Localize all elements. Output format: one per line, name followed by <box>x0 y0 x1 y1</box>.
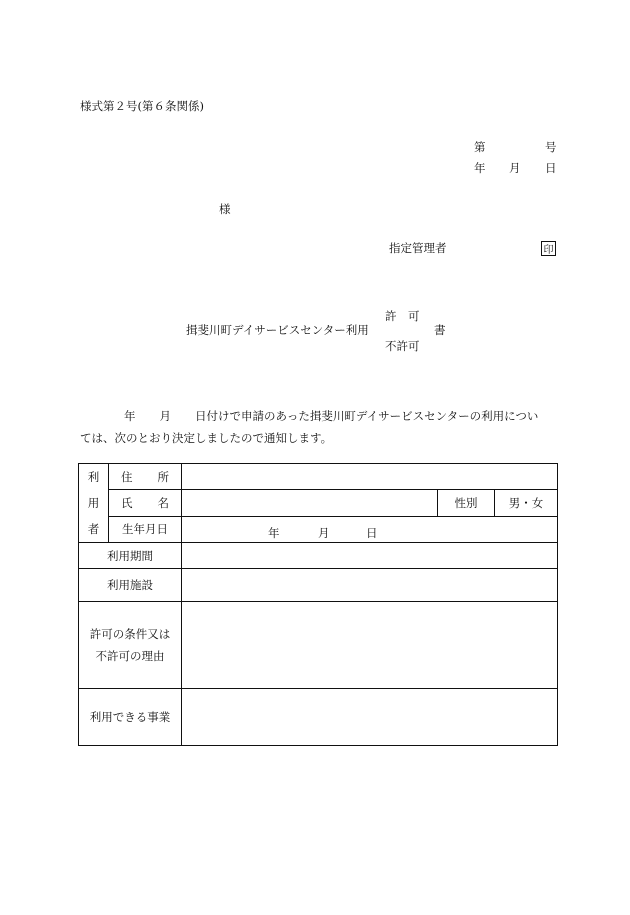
dob-month-unit: 月 <box>318 525 330 540</box>
title-permit: 許 可 <box>385 309 420 323</box>
facility-field[interactable] <box>182 569 558 602</box>
notice-body <box>80 405 558 449</box>
user-group-label: 利 用 者 <box>79 464 109 543</box>
name-field[interactable] <box>182 490 438 516</box>
address-label: 住 所 <box>109 464 182 490</box>
permit-form-table <box>78 463 558 746</box>
date-month: 月 <box>509 161 521 175</box>
row-period <box>79 543 558 569</box>
reference-go: 号 <box>545 140 557 154</box>
title-main: 揖斐川町デイサービスセンター利用 <box>186 323 369 337</box>
title-non-permit: 不許可 <box>385 339 420 353</box>
issuer-title: 指定管理者 <box>389 241 447 255</box>
row-dob <box>79 516 558 542</box>
form-number-title: 様式第２号(第６条関係) <box>80 99 204 113</box>
facility-label: 利用施設 <box>79 569 182 602</box>
reference-dai: 第 <box>474 140 486 154</box>
services-label: 利用できる事業 <box>79 689 182 746</box>
row-address <box>79 464 558 490</box>
services-field[interactable] <box>182 689 558 746</box>
period-field[interactable] <box>182 543 558 569</box>
title-suffix: 書 <box>434 323 446 337</box>
notice-line-2: ては、次のとおり決定しましたので通知します。 <box>80 431 333 445</box>
notice-text-1: 日付けで申請のあった揖斐川町デイサービスセンターの利用につい <box>195 409 539 423</box>
gender-value[interactable]: 男・女 <box>495 490 558 516</box>
notice-year: 年 <box>124 409 136 423</box>
dob-field[interactable] <box>182 516 558 542</box>
notice-month: 月 <box>159 409 171 423</box>
row-services <box>79 689 558 746</box>
conditions-label: 許可の条件又は 不許可の理由 <box>79 602 182 689</box>
gender-label: 性別 <box>438 490 495 516</box>
date-year: 年 <box>474 161 486 175</box>
period-label: 利用期間 <box>79 543 182 569</box>
date-day: 日 <box>545 161 557 175</box>
notice-line-1 <box>80 405 558 427</box>
row-facility <box>79 569 558 602</box>
dob-day-unit: 日 <box>366 525 378 540</box>
conditions-field[interactable] <box>182 602 558 689</box>
row-conditions <box>79 602 558 689</box>
addressee-suffix: 様 <box>219 202 231 216</box>
row-name <box>79 490 558 516</box>
address-field[interactable] <box>182 464 558 490</box>
dob-label: 生年月日 <box>109 516 182 542</box>
name-label: 氏 名 <box>109 490 182 516</box>
dob-year-unit: 年 <box>268 525 280 540</box>
seal-mark: 印 <box>541 241 556 256</box>
